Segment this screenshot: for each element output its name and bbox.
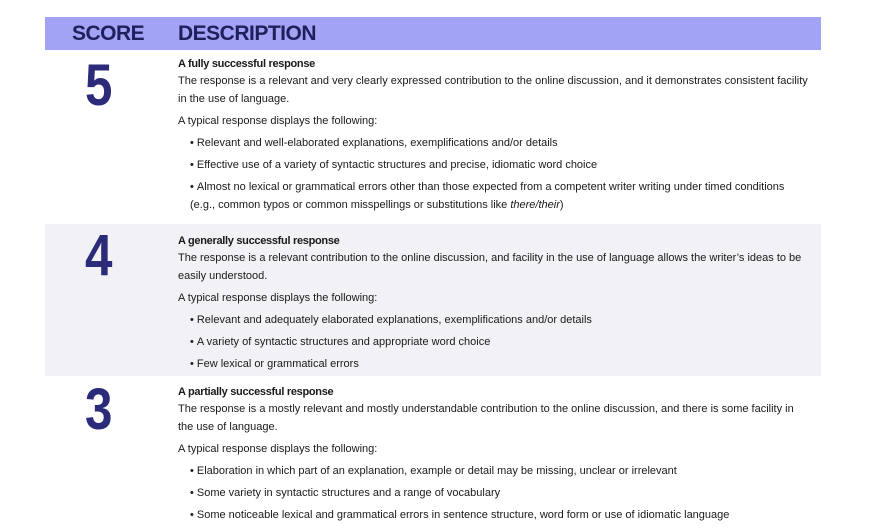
list-item: • Elaboration in which part of an explanation, example or detail may be missing, unclear or irrelevant bbox=[190, 465, 677, 477]
description-body: The response is a mostly relevant and mostly understandable contribution to the online discussion, and there is some facility in the use of language. bbox=[178, 403, 794, 433]
description-title: A partially successful response bbox=[178, 386, 334, 398]
score-description bbox=[178, 54, 808, 214]
list-item: • Some variety in syntactic structures and a range of vocabulary bbox=[190, 487, 501, 499]
description-title: A fully successful response bbox=[178, 58, 315, 70]
score-description bbox=[178, 231, 808, 377]
list-item: • Some noticeable lexical and grammatical errors in sentence structure, word form or use of idiomatic language bbox=[190, 509, 730, 521]
list-item: • Relevant and adequately elaborated explanations, exemplifications and/or details bbox=[190, 314, 592, 326]
list-item: • Few lexical or grammatical errors bbox=[190, 358, 359, 370]
trait-list bbox=[178, 311, 808, 373]
example-note: (e.g., common typos or common misspellings or substitutions like there/their) bbox=[190, 199, 564, 211]
score-value: 5 bbox=[85, 53, 113, 118]
list-item: • A variety of syntactic structures and appropriate word choice bbox=[190, 336, 491, 348]
description-title: A generally successful response bbox=[178, 235, 340, 247]
description-body: The response is a relevant and very clearly expressed contribution to the online discussion, and it demonstrates consistent facility in the use of language. bbox=[178, 75, 808, 105]
score-value: 3 bbox=[85, 377, 113, 442]
description-intro: A typical response displays the following: bbox=[178, 292, 378, 304]
description-intro: A typical response displays the following: bbox=[178, 443, 378, 455]
score-row-3 bbox=[45, 378, 821, 528]
score-column-header: SCORE bbox=[72, 22, 145, 45]
description-intro: A typical response displays the following: bbox=[178, 115, 378, 127]
description-body: The response is a relevant contribution to the online discussion, and facility in the use of language allows the writer’s ideas to be easily understood. bbox=[178, 252, 802, 282]
trait-list bbox=[178, 462, 808, 524]
score-description bbox=[178, 382, 808, 528]
trait-list bbox=[178, 134, 808, 196]
table-header bbox=[45, 17, 821, 50]
score-row-4 bbox=[45, 224, 821, 376]
score-value: 4 bbox=[85, 223, 113, 288]
list-item: • Almost no lexical or grammatical errors other than those expected from a competent writer writing under timed conditions bbox=[190, 181, 785, 193]
score-row-5 bbox=[45, 54, 821, 220]
description-column-header: DESCRIPTION bbox=[178, 22, 317, 45]
list-item: • Effective use of a variety of syntactic structures and precise, idiomatic word choice bbox=[190, 159, 598, 171]
list-item: • Relevant and well-elaborated explanations, exemplifications and/or details bbox=[190, 137, 558, 149]
